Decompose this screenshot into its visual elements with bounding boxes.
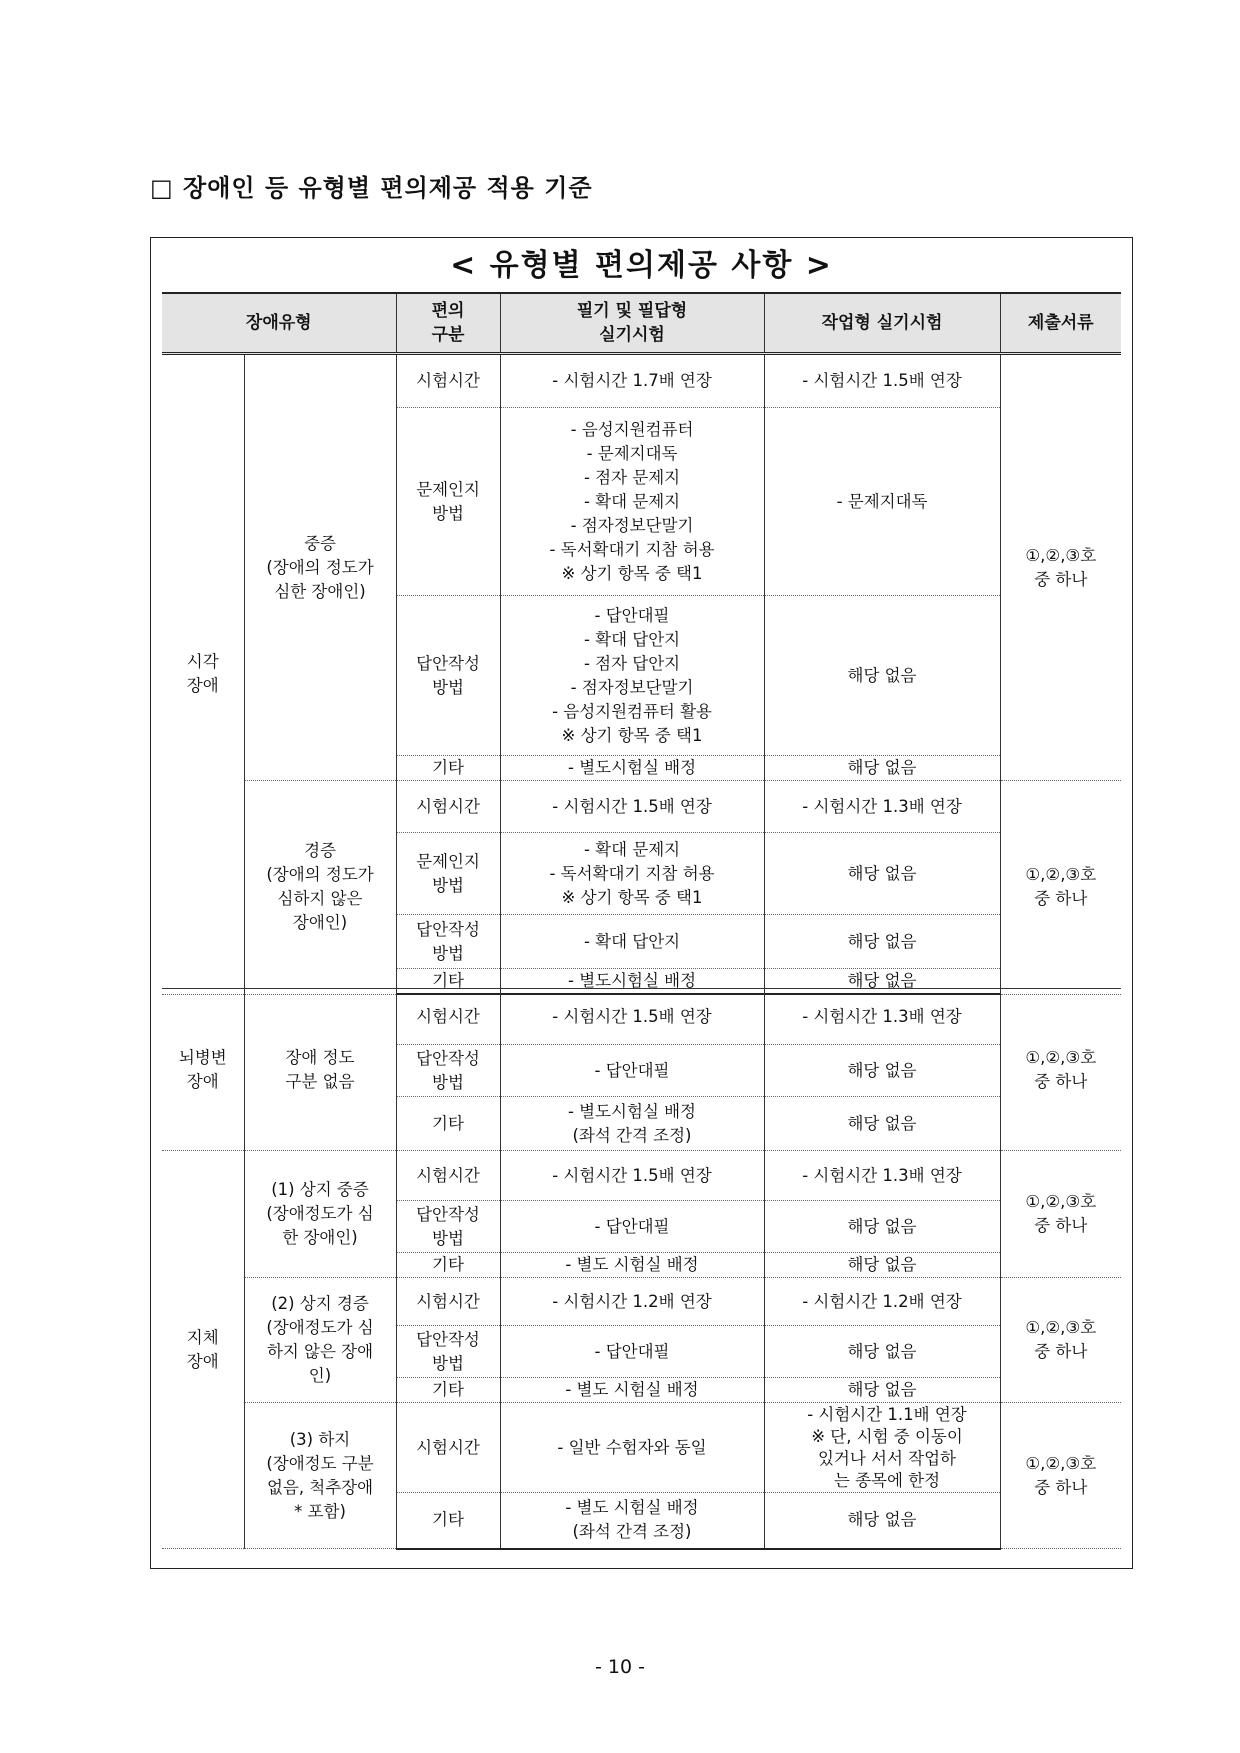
- cell-work-time: - 시험시간 1.3배 연장: [764, 989, 1000, 1045]
- cell-work-etc: 해당 없음: [764, 1378, 1000, 1403]
- cell-written-answer: - 확대 답안지: [500, 915, 764, 969]
- cell-written-time: - 시험시간 1.7배 연장: [500, 354, 764, 408]
- label-etc: 기타: [396, 1378, 500, 1403]
- cell-written-time: - 시험시간 1.5배 연장: [500, 1151, 764, 1201]
- label-recognition: 문제인지 방법: [396, 408, 500, 596]
- cell-written-time: - 시험시간 1.2배 연장: [500, 1278, 764, 1326]
- label-etc: 기타: [396, 1493, 500, 1549]
- cell-work-time: - 시험시간 1.3배 연장: [764, 1151, 1000, 1201]
- cell-docs: ①,②,③호 중 하나: [1000, 781, 1121, 995]
- cell-written-answer: - 답안대필: [500, 1326, 764, 1378]
- label-time: 시험시간: [396, 989, 500, 1045]
- label-time: 시험시간: [396, 1278, 500, 1326]
- category-visual: 시각 장애: [162, 354, 244, 995]
- cell-written-etc: - 별도시험실 배정 (좌석 간격 조정): [500, 1097, 764, 1151]
- category-brain: 뇌병변 장애: [162, 989, 244, 1151]
- cell-work-time: - 시험시간 1.2배 연장: [764, 1278, 1000, 1326]
- cell-work-etc: 해당 없음: [764, 756, 1000, 781]
- label-etc: 기타: [396, 756, 500, 781]
- subtype-visual-severe: 중증 (장애의 정도가 심한 장애인): [244, 354, 396, 781]
- cell-written-answer: - 답안대필 - 확대 답안지 - 점자 답안지 - 점자정보단말기 - 음성지원컴퓨터 활용 ※ 상기 항목 중 택1: [500, 596, 764, 756]
- cell-written-answer: - 답안대필: [500, 1201, 764, 1253]
- cell-work-answer: 해당 없음: [764, 1326, 1000, 1378]
- cell-work-recognition: - 문제지대독: [764, 408, 1000, 596]
- category-physical: 지체 장애: [162, 1151, 244, 1549]
- cell-written-etc: - 별도 시험실 배정: [500, 1378, 764, 1403]
- cell-written-etc: - 별도시험실 배정: [500, 756, 764, 781]
- cell-docs: ①,②,③호 중 하나: [1000, 1151, 1121, 1278]
- label-answer: 답안작성 방법: [396, 1201, 500, 1253]
- cell-written-etc: - 별도 시험실 배정 (좌석 간격 조정): [500, 1493, 764, 1549]
- header-written: 필기 및 필답형 실기시험: [500, 293, 764, 354]
- label-time: 시험시간: [396, 1151, 500, 1201]
- cell-work-etc: 해당 없음: [764, 1097, 1000, 1151]
- label-time: 시험시간: [396, 781, 500, 833]
- subtype-visual-mild: 경증 (장애의 정도가 심하지 않은 장애인): [244, 781, 396, 995]
- cell-docs: ①,②,③호 중 하나: [1000, 354, 1121, 781]
- cell-work-answer: 해당 없음: [764, 596, 1000, 756]
- subtype-physical-3: (3) 하지 (장애정도 구분 없음, 척추장애 * 포함): [244, 1403, 396, 1549]
- label-answer: 답안작성 방법: [396, 915, 500, 969]
- label-answer: 답안작성 방법: [396, 1326, 500, 1378]
- page-number: - 10 -: [595, 1656, 645, 1678]
- cell-work-time: - 시험시간 1.1배 연장 ※ 단, 시험 중 이동이 있거나 서서 작업하 는 종목에 한정: [764, 1403, 1000, 1493]
- cell-work-answer: 해당 없음: [764, 1201, 1000, 1253]
- subtype-brain: 장애 정도 구분 없음: [244, 989, 396, 1151]
- cell-work-time: - 시험시간 1.3배 연장: [764, 781, 1000, 833]
- table-title: < 유형별 편의제공 사항 >: [450, 248, 833, 283]
- header-docs: 제출서류: [1000, 293, 1121, 354]
- cell-written-etc: - 별도 시험실 배정: [500, 1253, 764, 1278]
- cell-written-recognition: - 확대 문제지 - 독서확대기 지참 허용 ※ 상기 항목 중 택1: [500, 833, 764, 915]
- header-division: 편의 구분: [396, 293, 500, 354]
- cell-work-answer: 해당 없음: [764, 915, 1000, 969]
- cell-work-recognition: 해당 없음: [764, 833, 1000, 915]
- label-time: 시험시간: [396, 1403, 500, 1493]
- cell-work-etc: 해당 없음: [764, 969, 1000, 995]
- label-recognition: 문제인지 방법: [396, 833, 500, 915]
- subtype-physical-2: (2) 상지 경증 (장애정도가 심 하지 않은 장애 인): [244, 1278, 396, 1403]
- cell-written-time: - 시험시간 1.5배 연장: [500, 989, 764, 1045]
- cell-work-time: - 시험시간 1.5배 연장: [764, 354, 1000, 408]
- label-etc: 기타: [396, 1097, 500, 1151]
- label-etc: 기타: [396, 1253, 500, 1278]
- section-title: □ 장애인 등 유형별 편의제공 적용 기준: [150, 174, 593, 202]
- accommodation-table: [162, 292, 1121, 995]
- cell-written-etc: - 별도시험실 배정: [500, 969, 764, 995]
- cell-work-etc: 해당 없음: [764, 1253, 1000, 1278]
- cell-written-time: - 시험시간 1.5배 연장: [500, 781, 764, 833]
- accommodation-table-lower: [162, 988, 1121, 1550]
- cell-docs: ①,②,③호 중 하나: [1000, 1403, 1121, 1549]
- cell-written-answer: - 답안대필: [500, 1045, 764, 1097]
- cell-docs: ①,②,③호 중 하나: [1000, 989, 1121, 1151]
- label-answer: 답안작성 방법: [396, 1045, 500, 1097]
- label-answer: 답안작성 방법: [396, 596, 500, 756]
- header-work: 작업형 실기시험: [764, 293, 1000, 354]
- cell-written-time: - 일반 수험자와 동일: [500, 1403, 764, 1493]
- subtype-physical-1: (1) 상지 중증 (장애정도가 심 한 장애인): [244, 1151, 396, 1278]
- header-type: 장애유형: [162, 293, 396, 354]
- label-etc: 기타: [396, 969, 500, 995]
- label-time: 시험시간: [396, 354, 500, 408]
- cell-work-answer: 해당 없음: [764, 1045, 1000, 1097]
- cell-written-recognition: - 음성지원컴퓨터 - 문제지대독 - 점자 문제지 - 확대 문제지 - 점자정보단말기 - 독서확대기 지참 허용 ※ 상기 항목 중 택1: [500, 408, 764, 596]
- cell-docs: ①,②,③호 중 하나: [1000, 1278, 1121, 1403]
- cell-work-etc: 해당 없음: [764, 1493, 1000, 1549]
